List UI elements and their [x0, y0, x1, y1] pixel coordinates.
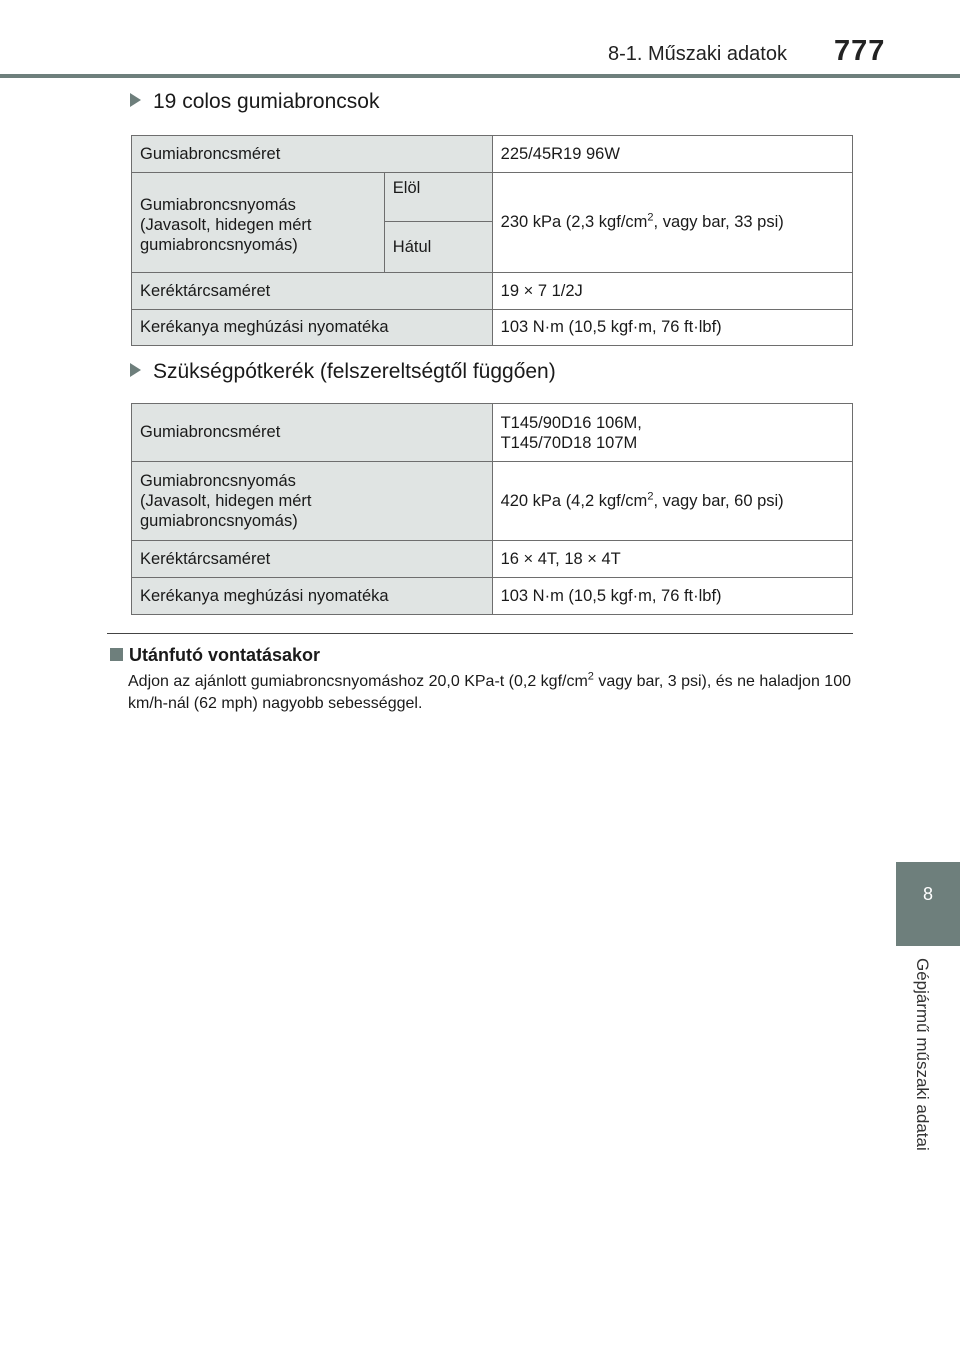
front-label: Elöl [384, 173, 492, 222]
note-body: Adjon az ajánlott gumiabroncsnyomáshoz 20,0 KPa-t (0,2 kgf/$cm^2$ vagy bar, 3 psi), és ne haladjon 100 km/h-nál (62 mph) nagyobb sebességgel. [128, 670, 851, 712]
table-row [132, 273, 853, 310]
torque-value: 103 N·m (10,5 kgf·m, 76 ft·lbf) [492, 310, 852, 346]
table-row [132, 173, 853, 222]
chapter-label [912, 958, 940, 1188]
section-divider [107, 633, 853, 634]
torque-value: 103 N·m (10,5 kgf·m, 76 ft·lbf) [492, 578, 852, 615]
chapter-tab: 8 [896, 862, 960, 946]
table-row [132, 136, 853, 173]
size-value: T145/90D16 106M, T145/70D18 107M [492, 404, 852, 462]
chapter-label-text: Gépjármű műszaki adatai [913, 958, 932, 1151]
triangle-bullet-icon [130, 363, 141, 377]
tire19-heading-text: 19 colos gumiabroncsok [153, 90, 380, 113]
tire19-table [131, 135, 853, 346]
page-number: 777 [834, 35, 886, 67]
pressure-label: Gumiabroncsnyomás (Javasolt, hidegen mért gumiabroncsnyomás) [132, 173, 385, 273]
pressure-value: 420 kPa (4,2 kgf/$cm^2$, vagy bar, 60 psi) [492, 462, 852, 541]
table-row [132, 541, 853, 578]
table-row [132, 462, 853, 541]
header-rule [0, 74, 960, 78]
spare-table [131, 403, 853, 615]
table-row [132, 310, 853, 346]
triangle-bullet-icon [130, 93, 141, 107]
pressure-value: 230 kPa (2,3 kgf/$cm^2$, vagy bar, 33 psi) [492, 173, 852, 273]
rim-label: Keréktárcsaméret [132, 541, 493, 578]
torque-label: Kerékanya meghúzási nyomatéka [132, 578, 493, 615]
table-row [132, 578, 853, 615]
section-title: 8-1. Műszaki adatok [608, 43, 787, 65]
note-title [110, 645, 320, 666]
rim-value: 19 × 7 1/2J [492, 273, 852, 310]
size-label: Gumiabroncsméret [132, 404, 493, 462]
size-label: Gumiabroncsméret [132, 136, 493, 173]
square-bullet-icon [110, 648, 123, 661]
tire19-heading [130, 90, 379, 114]
size-value: 225/45R19 96W [492, 136, 852, 173]
spare-heading-text: Szükségpótkerék (felszereltségtől függően) [153, 360, 556, 383]
table-row [132, 404, 853, 462]
torque-label: Kerékanya meghúzási nyomatéka [132, 310, 493, 346]
page-header [0, 0, 960, 80]
pressure-label: Gumiabroncsnyomás (Javasolt, hidegen mért gumiabroncsnyomás) [132, 462, 493, 541]
rear-label: Hátul [384, 222, 492, 273]
rim-label: Keréktárcsaméret [132, 273, 493, 310]
spare-heading [130, 360, 556, 384]
rim-value: 16 × 4T, 18 × 4T [492, 541, 852, 578]
note-title-text: Utánfutó vontatásakor [129, 645, 321, 665]
